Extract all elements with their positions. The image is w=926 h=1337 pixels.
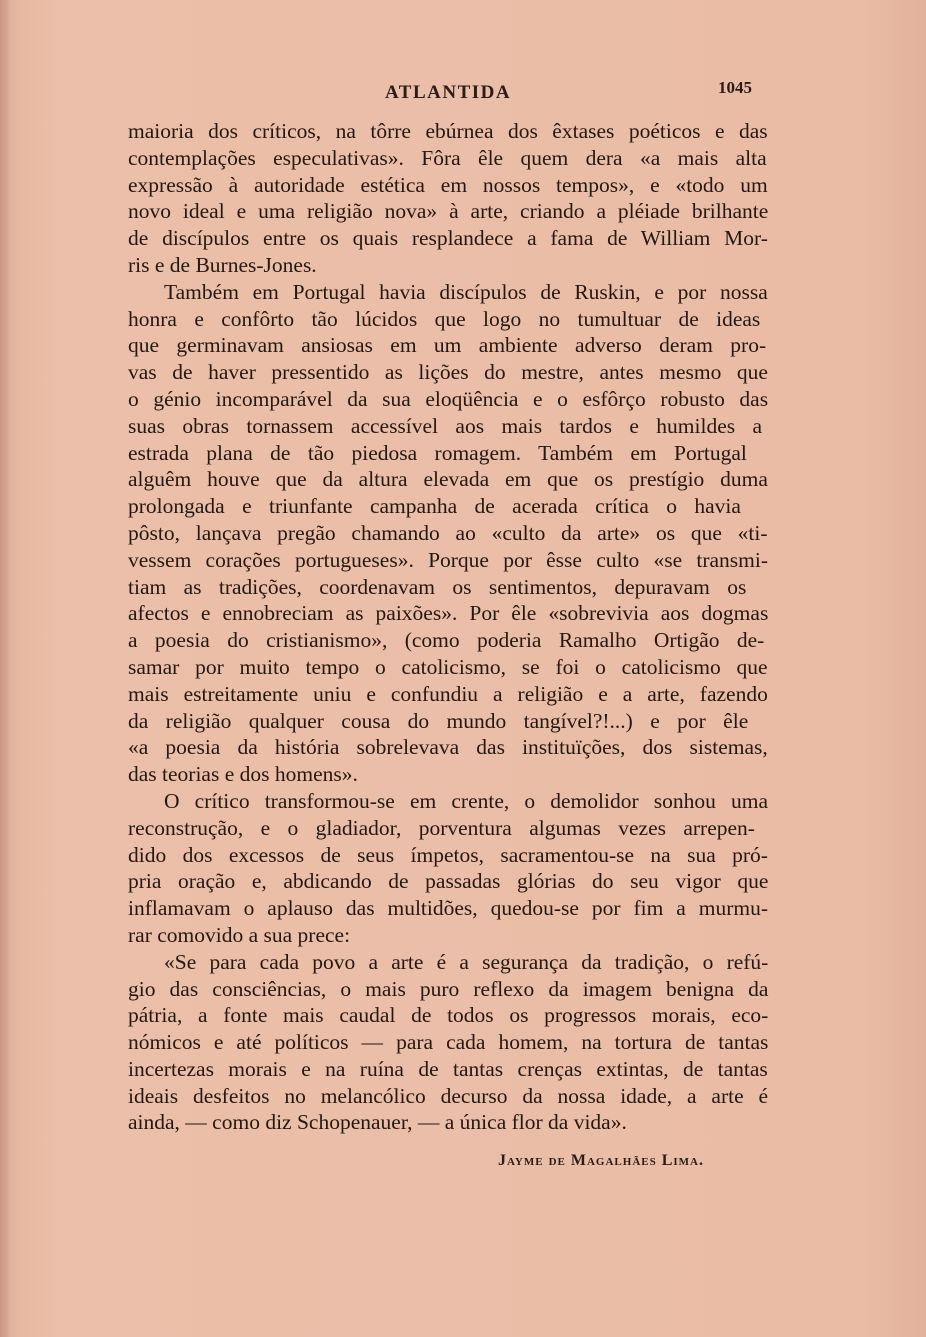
page-edge-shadow: [0, 0, 10, 1337]
text-line: a poesia do cristianismo», (como poderia Ramalho Ortigão de-: [128, 628, 765, 653]
text-line: gio das consciências, o mais puro reflexo da imagem benigna da: [128, 976, 769, 1001]
text-line: reconstrução, e o gladiador, porventura algumas vezes arrepen-: [128, 815, 755, 840]
paragraph-1: [128, 118, 768, 279]
text-line: pria oração e, abdicando de passadas glórias do seu vigor que: [128, 869, 769, 894]
text-line: «Se para cada povo a arte é a segurança da tradição, o refú-: [164, 949, 769, 974]
text-line: que germinavam ansiosas em um ambiente adverso deram pro-: [128, 333, 767, 358]
text-line: tiam as tradições, coordenavam os sentimentos, depuravam os: [128, 574, 747, 599]
text-line: «a poesia da história sobrelevava das instituïções, dos sistemas,: [128, 735, 768, 760]
text-line: pátria, a fonte mais caudal de todos os progressos morais, eco-: [128, 1003, 769, 1028]
text-line: vas de haver pressentido as lições do mestre, antes mesmo que: [128, 360, 768, 385]
text-line: suas obras tornassem accessível aos mais tardos e humildes a: [128, 413, 763, 438]
text-line: inflamavam o aplauso das multidões, quedou-se por fim a murmu-: [128, 896, 769, 921]
text-line: contemplações especulativas». Fôra êle quem dera «a mais alta: [128, 145, 767, 170]
page-number: 1045: [718, 78, 752, 97]
text-line: mais estreitamente uniu e confundiu a religião e a arte, fazendo: [128, 681, 768, 706]
paragraph-2: [128, 279, 768, 788]
page-header: [0, 80, 926, 110]
author-signature: Jayme de Magalhães Lima.: [498, 1152, 704, 1169]
text-line: O crítico transformou-se em crente, o demolidor sonhou uma: [164, 788, 769, 813]
text-line: ris e de Burnes-Jones.: [128, 252, 317, 277]
text-line: samar por muito tempo o catolicismo, se foi o catolicismo que: [128, 654, 768, 679]
text-line: honra e confôrto tão lúcidos que logo no tumultuar de ideas: [128, 306, 761, 331]
text-line: vessem corações portugueses». Porque por êsse culto «se transmi-: [128, 547, 769, 572]
text-line: ideais desfeitos no melancólico decurso da nossa idade, a arte é: [128, 1083, 769, 1108]
text-line: pôsto, lançava pregão chamando ao «culto da arte» os que «ti-: [128, 520, 768, 545]
text-line: afectos e ennobreciam as paixões». Por êle «sobrevivia aos dogmas: [128, 601, 769, 626]
text-line: nómicos e até políticos — para cada homem, na tortura de tantas: [128, 1030, 769, 1055]
text-line: estrada plana de tão piedosa romagem. Também em Portugal: [128, 440, 747, 465]
text-line: dido dos excessos de seus ímpetos, sacramentou-se na sua pró-: [128, 842, 768, 867]
article-body: [128, 118, 768, 1136]
text-line: da religião qualquer cousa do mundo tangível?!...) e por êle: [128, 708, 749, 733]
text-line: alguêm houve que da altura elevada em que os prestígio duma: [128, 467, 768, 492]
text-line: o génio incomparável da sua eloqüência e o esfôrço robusto das: [128, 386, 769, 411]
text-line: ainda, — como diz Schopenauer, — a única flor da vida».: [128, 1110, 627, 1135]
text-line: de discípulos entre os quais resplandece a fama de William Mor-: [128, 226, 768, 251]
paragraph-3: [128, 788, 768, 949]
text-line: incertezas morais e na ruína de tantas crenças extintas, de tantas: [128, 1056, 768, 1081]
text-line: expressão à autoridade estética em nossos tempos», e «todo um: [128, 172, 768, 197]
quote-paragraph: [128, 949, 768, 1137]
text-line: novo ideal e uma religião nova» à arte, criando a pléiade brilhante: [128, 199, 769, 224]
running-title: ATLANTIDA: [385, 82, 512, 103]
text-line: prolongada e triunfante campanha de acerada crítica o havia: [128, 494, 741, 519]
text-line: das teorias e dos homens».: [128, 762, 358, 787]
text-line: Também em Portugal havia discípulos de Ruskin, e por nossa: [164, 279, 768, 304]
text-line: rar comovido a sua prece:: [128, 922, 351, 947]
text-line: maioria dos críticos, na tôrre ebúrnea dos êxtases poéticos e das: [128, 119, 768, 143]
